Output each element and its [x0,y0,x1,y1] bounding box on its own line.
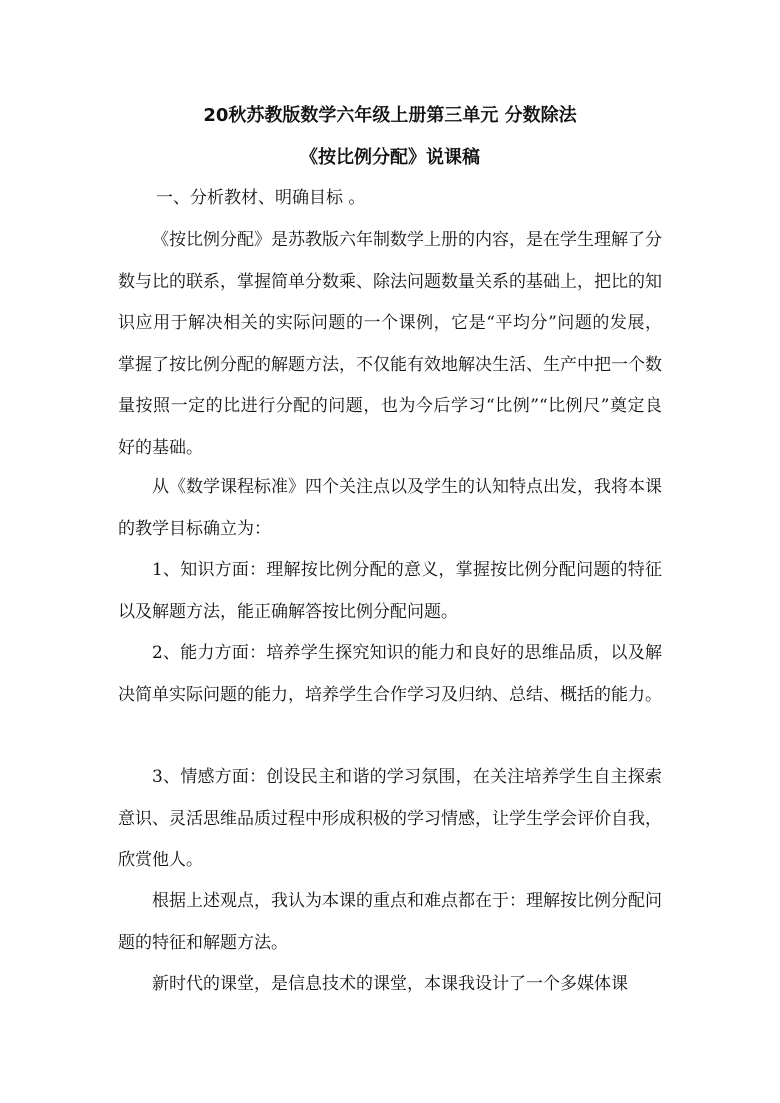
document-title: 20秋苏教版数学六年级上册第三单元 分数除法 [203,105,577,126]
paragraph-key-points: 根据上述观点，我认为本课的重点和难点都在于：理解按比例分配问题的特征和解题方法。 [118,891,662,953]
paragraph-emotion-goal: 3、情感方面：创设民主和谐的学习氛围，在关注培养学生自主探索意识、灵活思维品质过程中形成积极的学习情感，让学生学会评价自我，欣赏他人。 [118,767,662,870]
paragraph-multimedia: 新时代的课堂，是信息技术的课堂，本课我设计了一个多媒体课 [152,974,628,994]
document-subtitle: 《按比例分配》说课稿 [300,147,480,168]
paragraph-knowledge-goal: 1、知识方面：理解按比例分配的意义，掌握按比例分配问题的特征以及解题方法，能正确解答按比例分配问题。 [118,560,662,622]
section-heading-analysis: 一、分析教材、明确目标 。 [156,188,366,208]
paragraph-goals-intro: 从《数学课程标准》四个关注点以及学生的认知特点出发，我将本课的教学目标确立为： [118,477,662,539]
paragraph-ability-goal: 2、能力方面：培养学生探究知识的能力和良好的思维品质，以及解决简单实际问题的能力，培养学生合作学习及归纳、总结、概括的能力。 [118,643,662,705]
paragraph-textbook-analysis: 《按比例分配》是苏教版六年制数学上册的内容，是在学生理解了分数与比的联系，掌握简单分数乘、除法问题数量关系的基础上，把比的知识应用于解决相关的实际问题的一个课例，它是“平均分”问题的发展，掌握了按比例分配的解题方法，不仅能有效地解决生活、生产中把一个数量按照一定的比进行分配的问题，也为今后学习“比例”“比例尺”奠定良好的基础。 [118,230,662,458]
